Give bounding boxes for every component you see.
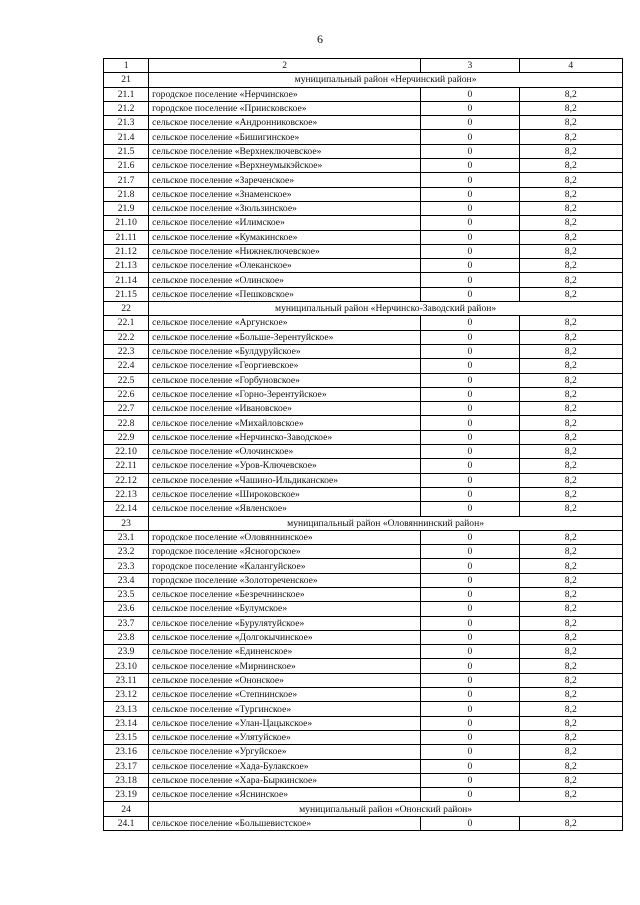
value-col-4: 8,2: [519, 87, 622, 101]
settlement-name: сельское поселение «Бишигинское»: [149, 130, 421, 144]
value-col-3: 0: [421, 87, 519, 101]
settlement-name: сельское поселение «Долгокычинское»: [149, 630, 421, 644]
value-col-4: 8,2: [519, 101, 622, 115]
settlement-name: сельское поселение «Георгиевское»: [149, 359, 421, 373]
row-number: 22.13: [104, 487, 149, 501]
settlement-name: сельское поселение «Горно-Зерентуйское»: [149, 387, 421, 401]
table-row: [104, 473, 623, 487]
settlement-name: сельское поселение «Верхнеумыкэйское»: [149, 159, 421, 173]
table-row: [104, 716, 623, 730]
value-col-3: 0: [421, 630, 519, 644]
table-row: [104, 287, 623, 301]
row-number: 22.12: [104, 473, 149, 487]
header-row: [104, 59, 623, 73]
settlement-name: сельское поселение «Олеканское»: [149, 259, 421, 273]
value-col-4: 8,2: [519, 688, 622, 702]
row-number: 21.13: [104, 259, 149, 273]
row-number: 22.5: [104, 373, 149, 387]
district-row: [104, 516, 623, 530]
value-col-4: 8,2: [519, 330, 622, 344]
table-row: [104, 344, 623, 358]
table-row: [104, 316, 623, 330]
value-col-3: 0: [421, 659, 519, 673]
row-number: 21.14: [104, 273, 149, 287]
table-row: [104, 159, 623, 173]
table-row: [104, 673, 623, 687]
settlement-name: сельское поселение «Андронниковское»: [149, 116, 421, 130]
value-col-4: 8,2: [519, 216, 622, 230]
value-col-4: 8,2: [519, 573, 622, 587]
row-number: 22.7: [104, 402, 149, 416]
table-row: [104, 487, 623, 501]
row-number: 23.19: [104, 788, 149, 802]
value-col-3: 0: [421, 545, 519, 559]
row-number: 23.9: [104, 645, 149, 659]
settlement-name: сельское поселение «Олочинское»: [149, 445, 421, 459]
settlement-name: городское поселение «Калангуйское»: [149, 559, 421, 573]
table-row: [104, 273, 623, 287]
row-number: 21.7: [104, 173, 149, 187]
value-col-4: 8,2: [519, 745, 622, 759]
header-cell-2: 2: [149, 59, 421, 73]
value-col-4: 8,2: [519, 659, 622, 673]
value-col-4: 8,2: [519, 587, 622, 601]
value-col-4: 8,2: [519, 387, 622, 401]
value-col-3: 0: [421, 201, 519, 215]
settlement-name: городское поселение «Золотореченское»: [149, 573, 421, 587]
row-number: 24: [104, 802, 149, 816]
value-col-3: 0: [421, 144, 519, 158]
value-col-3: 0: [421, 759, 519, 773]
value-col-3: 0: [421, 645, 519, 659]
row-number: 21.12: [104, 244, 149, 258]
row-number: 23.3: [104, 559, 149, 573]
row-number: 22: [104, 302, 149, 316]
settlement-name: сельское поселение «Олинское»: [149, 273, 421, 287]
settlement-name: сельское поселение «Знаменское»: [149, 187, 421, 201]
value-col-3: 0: [421, 788, 519, 802]
settlement-name: сельское поселение «Ивановское»: [149, 402, 421, 416]
row-number: 21.11: [104, 230, 149, 244]
settlement-name: сельское поселение «Уров-Ключевское»: [149, 459, 421, 473]
value-col-3: 0: [421, 473, 519, 487]
settlement-name: сельское поселение «Верхнеключевское»: [149, 144, 421, 158]
table-row: [104, 688, 623, 702]
value-col-3: 0: [421, 602, 519, 616]
table-body: [104, 59, 623, 831]
table-row: [104, 702, 623, 716]
value-col-3: 0: [421, 587, 519, 601]
value-col-3: 0: [421, 287, 519, 301]
value-col-4: 8,2: [519, 716, 622, 730]
settlement-name: сельское поселение «Михайловское»: [149, 416, 421, 430]
value-col-3: 0: [421, 330, 519, 344]
settlement-name: сельское поселение «Пешковское»: [149, 287, 421, 301]
table-row: [104, 101, 623, 115]
row-number: 21.5: [104, 144, 149, 158]
row-number: 21.1: [104, 87, 149, 101]
row-number: 21.15: [104, 287, 149, 301]
row-number: 23.10: [104, 659, 149, 673]
table-row: [104, 387, 623, 401]
row-number: 23.18: [104, 773, 149, 787]
value-col-4: 8,2: [519, 430, 622, 444]
row-number: 23.17: [104, 759, 149, 773]
settlement-name: сельское поселение «Булумское»: [149, 602, 421, 616]
value-col-3: 0: [421, 116, 519, 130]
value-col-4: 8,2: [519, 545, 622, 559]
settlement-name: сельское поселение «Ононское»: [149, 673, 421, 687]
table-row: [104, 259, 623, 273]
table-row: [104, 144, 623, 158]
value-col-3: 0: [421, 416, 519, 430]
settlement-name: сельское поселение «Зареченское»: [149, 173, 421, 187]
value-col-3: 0: [421, 173, 519, 187]
value-col-4: 8,2: [519, 459, 622, 473]
row-number: 22.4: [104, 359, 149, 373]
value-col-3: 0: [421, 702, 519, 716]
table-row: [104, 373, 623, 387]
table-row: [104, 602, 623, 616]
settlement-name: сельское поселение «Явленское»: [149, 502, 421, 516]
table-row: [104, 502, 623, 516]
page-number: 6: [317, 32, 323, 46]
district-row: [104, 73, 623, 87]
table-row: [104, 545, 623, 559]
settlement-name: сельское поселение «Хара-Быркинское»: [149, 773, 421, 787]
row-number: 23.1: [104, 530, 149, 544]
settlement-name: сельское поселение «Булдуруйское»: [149, 344, 421, 358]
value-col-4: 8,2: [519, 359, 622, 373]
row-number: 21.6: [104, 159, 149, 173]
value-col-4: 8,2: [519, 702, 622, 716]
table-row: [104, 816, 623, 830]
table-row: [104, 730, 623, 744]
table-row: [104, 645, 623, 659]
value-col-4: 8,2: [519, 445, 622, 459]
row-number: 23.13: [104, 702, 149, 716]
value-col-4: 8,2: [519, 116, 622, 130]
settlement-name: сельское поселение «Чашино-Ильдиканское»: [149, 473, 421, 487]
settlement-name: сельское поселение «Нерчинско-Заводское»: [149, 430, 421, 444]
row-number: 23.2: [104, 545, 149, 559]
table-row: [104, 745, 623, 759]
value-col-4: 8,2: [519, 773, 622, 787]
value-col-3: 0: [421, 244, 519, 258]
row-number: 22.14: [104, 502, 149, 516]
value-col-4: 8,2: [519, 130, 622, 144]
value-col-4: 8,2: [519, 559, 622, 573]
value-col-3: 0: [421, 730, 519, 744]
value-col-3: 0: [421, 159, 519, 173]
value-col-3: 0: [421, 373, 519, 387]
row-number: 23.15: [104, 730, 149, 744]
value-col-3: 0: [421, 573, 519, 587]
value-col-3: 0: [421, 359, 519, 373]
settlement-name: сельское поселение «Зюльзинское»: [149, 201, 421, 215]
value-col-3: 0: [421, 459, 519, 473]
settlement-name: сельское поселение «Улятуйское»: [149, 730, 421, 744]
settlement-name: сельское поселение «Больше-Зерентуйское»: [149, 330, 421, 344]
settlement-name: сельское поселение «Мирнинское»: [149, 659, 421, 673]
settlement-name: сельское поселение «Безречнинское»: [149, 587, 421, 601]
value-col-4: 8,2: [519, 259, 622, 273]
row-number: 22.8: [104, 416, 149, 430]
value-col-3: 0: [421, 101, 519, 115]
header-cell-1: 1: [104, 59, 149, 73]
settlement-name: сельское поселение «Степнинское»: [149, 688, 421, 702]
row-number: 21.9: [104, 201, 149, 215]
table-row: [104, 87, 623, 101]
settlement-name: городское поселение «Нерчинское»: [149, 87, 421, 101]
value-col-4: 8,2: [519, 230, 622, 244]
value-col-3: 0: [421, 387, 519, 401]
value-col-3: 0: [421, 559, 519, 573]
value-col-4: 8,2: [519, 344, 622, 358]
value-col-3: 0: [421, 445, 519, 459]
district-row: [104, 302, 623, 316]
value-col-3: 0: [421, 402, 519, 416]
row-number: 23.4: [104, 573, 149, 587]
value-col-3: 0: [421, 430, 519, 444]
table-row: [104, 616, 623, 630]
row-number: 22.9: [104, 430, 149, 444]
settlement-name: сельское поселение «Яснинское»: [149, 788, 421, 802]
row-number: 22.1: [104, 316, 149, 330]
value-col-3: 0: [421, 259, 519, 273]
value-col-4: 8,2: [519, 473, 622, 487]
table-row: [104, 173, 623, 187]
row-number: 22.2: [104, 330, 149, 344]
row-number: 21.10: [104, 216, 149, 230]
settlement-name: сельское поселение «Широковское»: [149, 487, 421, 501]
table-row: [104, 587, 623, 601]
row-number: 23.16: [104, 745, 149, 759]
settlement-name: сельское поселение «Горбуновское»: [149, 373, 421, 387]
district-title: муниципальный район «Нерчинско-Заводский район»: [149, 302, 623, 316]
row-number: 22.6: [104, 387, 149, 401]
header-cell-3: 3: [421, 59, 519, 73]
row-number: 22.11: [104, 459, 149, 473]
value-col-3: 0: [421, 216, 519, 230]
value-col-4: 8,2: [519, 316, 622, 330]
table-row: [104, 230, 623, 244]
table-row: [104, 116, 623, 130]
settlement-name: городское поселение «Приисковское»: [149, 101, 421, 115]
settlement-name: сельское поселение «Большевистское»: [149, 816, 421, 830]
value-col-3: 0: [421, 344, 519, 358]
value-col-3: 0: [421, 816, 519, 830]
value-col-3: 0: [421, 316, 519, 330]
settlement-name: сельское поселение «Аргунское»: [149, 316, 421, 330]
settlement-name: сельское поселение «Тургинское»: [149, 702, 421, 716]
settlement-name: сельское поселение «Хада-Булакское»: [149, 759, 421, 773]
district-title: муниципальный район «Оловяннинский район»: [149, 516, 623, 530]
district-title: муниципальный район «Нерчинский район»: [149, 73, 623, 87]
table-row: [104, 773, 623, 787]
row-number: 23: [104, 516, 149, 530]
value-col-3: 0: [421, 130, 519, 144]
value-col-4: 8,2: [519, 645, 622, 659]
settlement-name: сельское поселение «Кумакинское»: [149, 230, 421, 244]
table-row: [104, 630, 623, 644]
value-col-4: 8,2: [519, 373, 622, 387]
row-number: 21.3: [104, 116, 149, 130]
row-number: 22.10: [104, 445, 149, 459]
value-col-4: 8,2: [519, 187, 622, 201]
table-row: [104, 559, 623, 573]
value-col-4: 8,2: [519, 530, 622, 544]
table-row: [104, 530, 623, 544]
value-col-3: 0: [421, 688, 519, 702]
value-col-4: 8,2: [519, 144, 622, 158]
settlement-name: сельское поселение «Илимское»: [149, 216, 421, 230]
settlement-name: сельское поселение «Единенское»: [149, 645, 421, 659]
value-col-4: 8,2: [519, 759, 622, 773]
table-row: [104, 445, 623, 459]
value-col-4: 8,2: [519, 416, 622, 430]
value-col-4: 8,2: [519, 788, 622, 802]
table-row: [104, 416, 623, 430]
value-col-4: 8,2: [519, 816, 622, 830]
table-row: [104, 201, 623, 215]
table-row: [104, 244, 623, 258]
row-number: 23.12: [104, 688, 149, 702]
row-number: 24.1: [104, 816, 149, 830]
row-number: 23.5: [104, 587, 149, 601]
table-row: [104, 573, 623, 587]
settlement-name: сельское поселение «Нижнеключевское»: [149, 244, 421, 258]
settlement-name: сельское поселение «Бурулятуйское»: [149, 616, 421, 630]
value-col-3: 0: [421, 745, 519, 759]
value-col-4: 8,2: [519, 201, 622, 215]
value-col-4: 8,2: [519, 730, 622, 744]
row-number: 21.2: [104, 101, 149, 115]
settlement-name: сельское поселение «Улан-Цацыкское»: [149, 716, 421, 730]
value-col-4: 8,2: [519, 616, 622, 630]
settlement-name: городское поселение «Оловяннинское»: [149, 530, 421, 544]
row-number: 23.7: [104, 616, 149, 630]
value-col-3: 0: [421, 187, 519, 201]
row-number: 21.8: [104, 187, 149, 201]
value-col-4: 8,2: [519, 630, 622, 644]
row-number: 22.3: [104, 344, 149, 358]
table-row: [104, 187, 623, 201]
table-row: [104, 788, 623, 802]
row-number: 21.4: [104, 130, 149, 144]
value-col-4: 8,2: [519, 244, 622, 258]
value-col-3: 0: [421, 487, 519, 501]
value-col-4: 8,2: [519, 402, 622, 416]
table-row: [104, 659, 623, 673]
table-row: [104, 459, 623, 473]
header-cell-4: 4: [519, 59, 622, 73]
table-row: [104, 759, 623, 773]
value-col-3: 0: [421, 530, 519, 544]
district-row: [104, 802, 623, 816]
row-number: 23.14: [104, 716, 149, 730]
value-col-3: 0: [421, 716, 519, 730]
value-col-4: 8,2: [519, 502, 622, 516]
row-number: 23.11: [104, 673, 149, 687]
value-col-4: 8,2: [519, 287, 622, 301]
row-number: 21: [104, 73, 149, 87]
table-row: [104, 216, 623, 230]
value-col-3: 0: [421, 230, 519, 244]
settlement-name: городское поселение «Ясногорское»: [149, 545, 421, 559]
district-title: муниципальный район «Ононский район»: [149, 802, 623, 816]
value-col-4: 8,2: [519, 602, 622, 616]
value-col-4: 8,2: [519, 273, 622, 287]
value-col-3: 0: [421, 273, 519, 287]
data-table: [103, 58, 623, 831]
value-col-3: 0: [421, 773, 519, 787]
value-col-3: 0: [421, 502, 519, 516]
value-col-3: 0: [421, 616, 519, 630]
settlement-name: сельское поселение «Ургуйское»: [149, 745, 421, 759]
table-row: [104, 430, 623, 444]
row-number: 23.8: [104, 630, 149, 644]
table-row: [104, 130, 623, 144]
row-number: 23.6: [104, 602, 149, 616]
value-col-4: 8,2: [519, 159, 622, 173]
value-col-4: 8,2: [519, 673, 622, 687]
table-row: [104, 359, 623, 373]
value-col-4: 8,2: [519, 173, 622, 187]
value-col-4: 8,2: [519, 487, 622, 501]
table-row: [104, 402, 623, 416]
table-row: [104, 330, 623, 344]
value-col-3: 0: [421, 673, 519, 687]
